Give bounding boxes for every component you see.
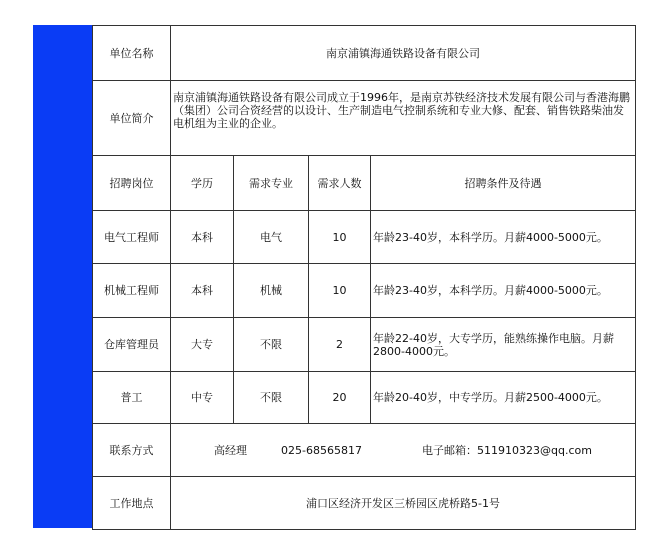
intro-row xyxy=(93,81,636,156)
address-row xyxy=(93,477,636,530)
education: 中专 xyxy=(171,372,234,424)
contact-row xyxy=(93,424,636,477)
header-count: 需求人数 xyxy=(309,156,371,211)
position: 机械工程师 xyxy=(93,264,171,318)
contact-email: 电子邮箱：511910323@qq.com xyxy=(422,443,592,457)
recruitment-table xyxy=(92,25,636,530)
major: 机械 xyxy=(234,264,309,318)
contact-name: 高经理 xyxy=(214,443,248,457)
header-major: 需求专业 xyxy=(234,156,309,211)
position: 普工 xyxy=(93,372,171,424)
table-row xyxy=(93,318,636,372)
count: 10 xyxy=(309,264,371,318)
header-conditions: 招聘条件及待遇 xyxy=(371,156,636,211)
contact-label: 联系方式 xyxy=(93,424,171,477)
address-label: 工作地点 xyxy=(93,477,171,530)
education: 本科 xyxy=(171,211,234,264)
conditions: 年龄20-40岁，中专学历。月薪2500-4000元。 xyxy=(371,372,636,424)
count: 20 xyxy=(309,372,371,424)
table-row xyxy=(93,372,636,424)
major: 电气 xyxy=(234,211,309,264)
header-education: 学历 xyxy=(171,156,234,211)
table-row xyxy=(93,211,636,264)
education: 大专 xyxy=(171,318,234,372)
count: 10 xyxy=(309,211,371,264)
intro-text: 南京浦镇海通铁路设备有限公司成立于1996年，是南京苏铁经济技术发展有限公司与香港海鹏（集团）公司合资经营的以设计、生产制造电气控制系统和专业大修、配套、销售铁路柴油发电机组为主业的企业。 xyxy=(171,81,636,156)
intro-label: 单位简介 xyxy=(93,81,171,156)
position: 仓库管理员 xyxy=(93,318,171,372)
education: 本科 xyxy=(171,264,234,318)
header-row xyxy=(93,156,636,211)
company-label: 单位名称 xyxy=(93,26,171,81)
major: 不限 xyxy=(234,318,309,372)
table-row xyxy=(93,264,636,318)
address-value: 浦口区经济开发区三桥园区虎桥路5-1号 xyxy=(171,477,636,530)
company-row xyxy=(93,26,636,81)
contact-info xyxy=(171,424,636,477)
conditions: 年龄22-40岁，大专学历，能熟练操作电脑。月薪2800-4000元。 xyxy=(371,318,636,372)
side-bar xyxy=(33,25,92,528)
contact-phone: 025-68565817 xyxy=(281,443,362,457)
company-name: 南京浦镇海通铁路设备有限公司 xyxy=(171,26,636,81)
header-position: 招聘岗位 xyxy=(93,156,171,211)
conditions: 年龄23-40岁，本科学历。月薪4000-5000元。 xyxy=(371,211,636,264)
conditions: 年龄23-40岁，本科学历。月薪4000-5000元。 xyxy=(371,264,636,318)
major: 不限 xyxy=(234,372,309,424)
position: 电气工程师 xyxy=(93,211,171,264)
count: 2 xyxy=(309,318,371,372)
